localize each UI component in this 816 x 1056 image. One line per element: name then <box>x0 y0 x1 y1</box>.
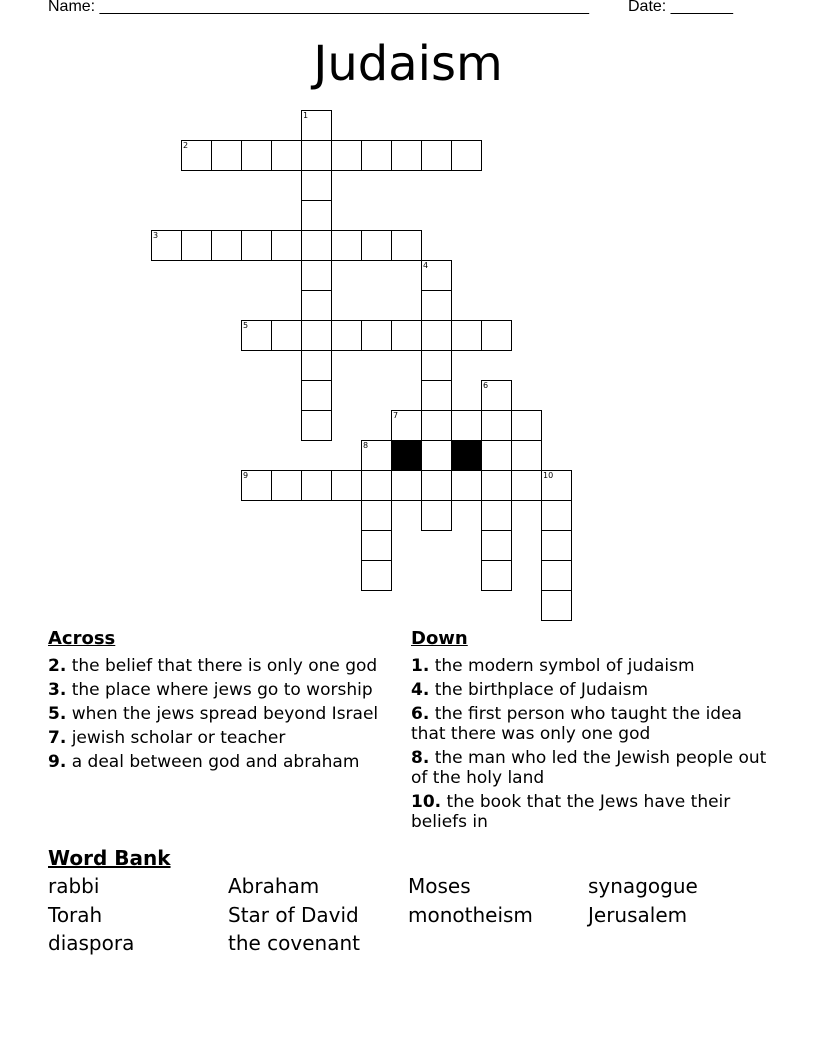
crossword-cell[interactable] <box>511 410 542 441</box>
crossword-cell[interactable] <box>481 470 512 501</box>
crossword-cell[interactable] <box>211 140 242 171</box>
crossword-cell[interactable] <box>541 560 572 591</box>
across-clue <box>48 728 388 748</box>
across-clue <box>48 680 388 700</box>
crossword-cell[interactable] <box>481 500 512 531</box>
crossword-cell[interactable] <box>301 110 332 141</box>
clue-number: 8. <box>411 748 430 768</box>
crossword-cell[interactable] <box>181 140 212 171</box>
crossword-cell[interactable] <box>211 230 242 261</box>
across-clue <box>48 656 388 676</box>
clue-number: 5. <box>48 704 67 724</box>
clue-number: 2. <box>48 656 67 676</box>
down-clue <box>411 656 771 676</box>
word-bank-word: synagogue <box>588 874 698 898</box>
crossword-cell[interactable] <box>271 470 302 501</box>
across-clue <box>48 704 388 724</box>
crossword-cell[interactable] <box>421 380 452 411</box>
down-clue <box>411 704 771 744</box>
crossword-cell[interactable] <box>301 470 332 501</box>
date-field-label: Date: _______ <box>628 0 733 15</box>
crossword-cell[interactable] <box>511 440 542 471</box>
word-bank-word: Abraham <box>228 874 320 898</box>
clue-text: the place where jews go to worship <box>66 680 373 700</box>
clue-text: the book that the Jews have their beliefs in <box>411 792 731 832</box>
crossword-cell[interactable] <box>541 590 572 621</box>
crossword-cell[interactable] <box>421 320 452 351</box>
word-bank-word: rabbi <box>48 874 100 898</box>
clue-text: the belief that there is only one god <box>66 656 378 676</box>
crossword-cell[interactable] <box>451 470 482 501</box>
word-bank-heading: Word Bank <box>48 846 171 870</box>
crossword-cell[interactable] <box>481 410 512 441</box>
crossword-cell[interactable] <box>271 140 302 171</box>
clue-text: the modern symbol of judaism <box>429 656 695 676</box>
crossword-cell[interactable] <box>301 320 332 351</box>
crossword-cell[interactable] <box>361 470 392 501</box>
crossword-cell[interactable] <box>541 530 572 561</box>
crossword-cell[interactable] <box>151 230 182 261</box>
crossword-cell[interactable] <box>241 230 272 261</box>
crossword-cell[interactable] <box>301 380 332 411</box>
crossword-cell[interactable] <box>421 260 452 291</box>
crossword-cell[interactable] <box>301 200 332 231</box>
clue-text: jewish scholar or teacher <box>66 728 286 748</box>
crossword-black-cell <box>451 440 482 471</box>
clue-number: 6. <box>411 704 430 724</box>
crossword-cell[interactable] <box>421 140 452 171</box>
crossword-cell[interactable] <box>181 230 212 261</box>
name-field-label: Name: _______________________________________________________ <box>48 0 589 15</box>
crossword-cell[interactable] <box>421 500 452 531</box>
word-bank-word: Jerusalem <box>588 903 688 927</box>
crossword-cell[interactable] <box>481 380 512 411</box>
clue-number-label: 8 <box>363 441 369 450</box>
crossword-cell[interactable] <box>301 230 332 261</box>
word-bank-word: monotheism <box>408 903 533 927</box>
clue-number-label: 4 <box>423 261 429 270</box>
crossword-cell[interactable] <box>361 500 392 531</box>
across-clue <box>48 752 388 772</box>
crossword-cell[interactable] <box>451 320 482 351</box>
clue-number-label: 10 <box>543 471 554 480</box>
page-title: Judaism <box>313 36 503 92</box>
crossword-cell[interactable] <box>301 140 332 171</box>
crossword-cell[interactable] <box>451 410 482 441</box>
across-clues <box>48 628 388 776</box>
word-bank-word: Star of David <box>228 903 359 927</box>
clue-number: 9. <box>48 752 67 772</box>
crossword-cell[interactable] <box>361 320 392 351</box>
crossword-cell[interactable] <box>361 530 392 561</box>
clue-number-label: 9 <box>243 471 249 480</box>
clue-number-label: 3 <box>153 231 159 240</box>
crossword-cell[interactable] <box>421 350 452 381</box>
crossword-cell[interactable] <box>241 470 272 501</box>
word-bank-word: Moses <box>408 874 471 898</box>
crossword-cell[interactable] <box>391 140 422 171</box>
clue-number: 7. <box>48 728 67 748</box>
crossword-cell[interactable] <box>271 230 302 261</box>
clue-number-label: 1 <box>303 111 309 120</box>
crossword-cell[interactable] <box>391 320 422 351</box>
crossword-cell[interactable] <box>421 440 452 471</box>
crossword-cell[interactable] <box>391 230 422 261</box>
crossword-cell[interactable] <box>361 440 392 471</box>
crossword-cell[interactable] <box>421 410 452 441</box>
crossword-cell[interactable] <box>331 140 362 171</box>
word-bank-word: Torah <box>48 903 103 927</box>
clue-number-label: 7 <box>393 411 399 420</box>
crossword-cell[interactable] <box>481 320 512 351</box>
clue-number-label: 6 <box>483 381 489 390</box>
crossword-cell[interactable] <box>511 470 542 501</box>
down-clues <box>411 628 771 836</box>
crossword-cell[interactable] <box>481 440 512 471</box>
crossword-cell[interactable] <box>301 290 332 321</box>
crossword-cell[interactable] <box>421 470 452 501</box>
crossword-cell[interactable] <box>391 410 422 441</box>
clue-number: 1. <box>411 656 430 676</box>
crossword-cell[interactable] <box>361 230 392 261</box>
crossword-cell[interactable] <box>301 170 332 201</box>
crossword-cell[interactable] <box>241 140 272 171</box>
down-clue <box>411 792 771 832</box>
clue-number: 10. <box>411 792 442 812</box>
clue-number-label: 2 <box>183 141 189 150</box>
clue-number: 4. <box>411 680 430 700</box>
crossword-cell[interactable] <box>271 320 302 351</box>
down-clue <box>411 680 771 700</box>
crossword-cell[interactable] <box>451 140 482 171</box>
crossword-cell[interactable] <box>481 530 512 561</box>
crossword-cell[interactable] <box>481 560 512 591</box>
clue-text: the birthplace of Judaism <box>429 680 649 700</box>
word-bank-word: the covenant <box>228 931 361 955</box>
down-heading: Down <box>411 628 468 649</box>
crossword-cell[interactable] <box>421 290 452 321</box>
across-heading: Across <box>48 628 116 649</box>
clue-text: a deal between god and abraham <box>66 752 360 772</box>
word-bank-word: diaspora <box>48 931 135 955</box>
crossword-cell[interactable] <box>361 560 392 591</box>
crossword-cell[interactable] <box>391 470 422 501</box>
crossword-cell[interactable] <box>331 470 362 501</box>
crossword-cell[interactable] <box>331 320 362 351</box>
clue-text: when the jews spread beyond Israel <box>66 704 379 724</box>
crossword-cell[interactable] <box>361 140 392 171</box>
down-clue <box>411 748 771 788</box>
clue-number-label: 5 <box>243 321 249 330</box>
crossword-cell[interactable] <box>301 350 332 381</box>
clue-text: the first person who taught the idea that there was only one god <box>411 704 742 744</box>
crossword-cell[interactable] <box>331 230 362 261</box>
crossword-cell[interactable] <box>301 260 332 291</box>
crossword-cell[interactable] <box>301 410 332 441</box>
clue-number: 3. <box>48 680 67 700</box>
crossword-cell[interactable] <box>241 320 272 351</box>
crossword-cell[interactable] <box>541 470 572 501</box>
crossword-black-cell <box>391 440 422 471</box>
clue-text: the man who led the Jewish people out of the holy land <box>411 748 767 788</box>
crossword-cell[interactable] <box>541 500 572 531</box>
